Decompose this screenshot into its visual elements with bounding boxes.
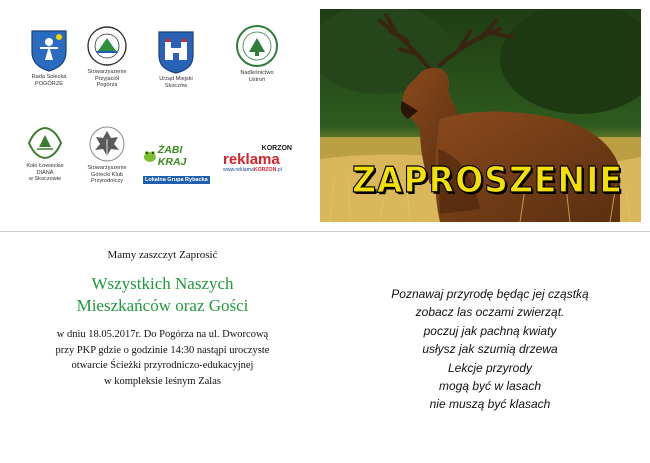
poem-line: Lekcje przyrody xyxy=(447,360,533,375)
leaf-seal-icon xyxy=(88,125,126,163)
fold-line xyxy=(0,231,650,232)
poem-line: poczuj jak pachną kwiaty xyxy=(423,323,557,338)
logo-caption-line: Pogórza xyxy=(96,82,118,89)
logo-caption-line: Górecki Klub xyxy=(90,171,124,178)
logo-caption-line: Skoczów xyxy=(164,82,188,89)
logo-gorecki-klub xyxy=(62,125,152,185)
logo-caption-line: Stowarzyszenie xyxy=(87,165,127,171)
round-seal-icon xyxy=(86,25,128,67)
logo-urzad-skoczow xyxy=(131,30,221,89)
logo-caption-line: w Skoczowie xyxy=(28,176,62,183)
logo-reklama-korzon xyxy=(223,145,298,174)
poem-line: zobacz las oczami zwierząt. xyxy=(415,305,565,320)
logo-caption-line: Ustroń xyxy=(248,76,266,83)
korzon-top-label: KORZON xyxy=(261,145,292,152)
poem-line: Poznawaj przyrodę będąc jej cząstką xyxy=(391,287,589,301)
town-crest-icon xyxy=(157,30,195,74)
korzon-url xyxy=(223,167,298,174)
details-line: w kompleksie leśnym Zalas xyxy=(104,375,221,387)
logo-caption-line: Stowarzyszenie xyxy=(87,69,127,75)
logo-caption-line: POGÓRZE xyxy=(35,80,63,87)
poem xyxy=(330,285,650,414)
logo-caption-line: Urząd Miejski xyxy=(159,76,193,82)
zabi-kraj-subtitle: Lokalna Grupa Rybacka xyxy=(145,177,208,183)
logo-caption-line: Koło Łowieckie xyxy=(26,163,64,169)
invitation-text xyxy=(0,243,325,389)
korzon-url-suffix: .pl xyxy=(276,167,282,173)
details-line: przy PKP gdzie o godzinie 14:30 nastąpi uroczyste xyxy=(55,344,270,356)
poem-line: mogą być w lasach xyxy=(438,379,542,394)
poem-line: nie muszą być klasach xyxy=(429,397,551,412)
forest-service-icon xyxy=(235,24,279,68)
guests-line: Mieszkańców oraz Gości xyxy=(76,296,249,315)
korzon-url-brand: KORZON xyxy=(253,167,277,173)
poem-line: usłysz jak szumią drzewa xyxy=(422,342,558,357)
logo-caption-line: DIANA xyxy=(36,169,54,176)
invitation-intro: Mamy zaszczyt Zaprosić xyxy=(107,249,218,261)
korzon-url-prefix: www.reklama xyxy=(223,167,254,173)
invitation-details xyxy=(0,327,325,389)
invitation-guests xyxy=(0,273,325,317)
hunting-club-icon xyxy=(25,125,65,161)
invitation-front xyxy=(0,0,650,231)
logo-zabi-kraj xyxy=(143,144,213,186)
guests-line: Wszystkich Naszych xyxy=(91,274,234,293)
logo-caption-line: Rada Sołecka xyxy=(31,74,67,80)
invitation-title: ZAPROSZENIE xyxy=(352,160,623,201)
details-line: otwarcie Ścieżki przyrodniczo-edukacyjnej xyxy=(71,360,254,371)
logo-caption-line: Nadleśnictwo xyxy=(240,70,274,76)
details-line: w dniu 18.05.2017r. Do Pogórza na ul. Dworcową xyxy=(56,329,269,340)
frog-icon xyxy=(143,149,157,163)
logo-nadlesnictwo-ustron xyxy=(212,24,302,83)
korzon-main-label: reklama xyxy=(223,151,280,168)
logo-caption-line: Przyrodniczy xyxy=(90,178,124,185)
logo-caption-line: Przyjaciół xyxy=(95,75,119,82)
zabi-kraj-title: ŻABI KRAJ xyxy=(157,144,187,168)
